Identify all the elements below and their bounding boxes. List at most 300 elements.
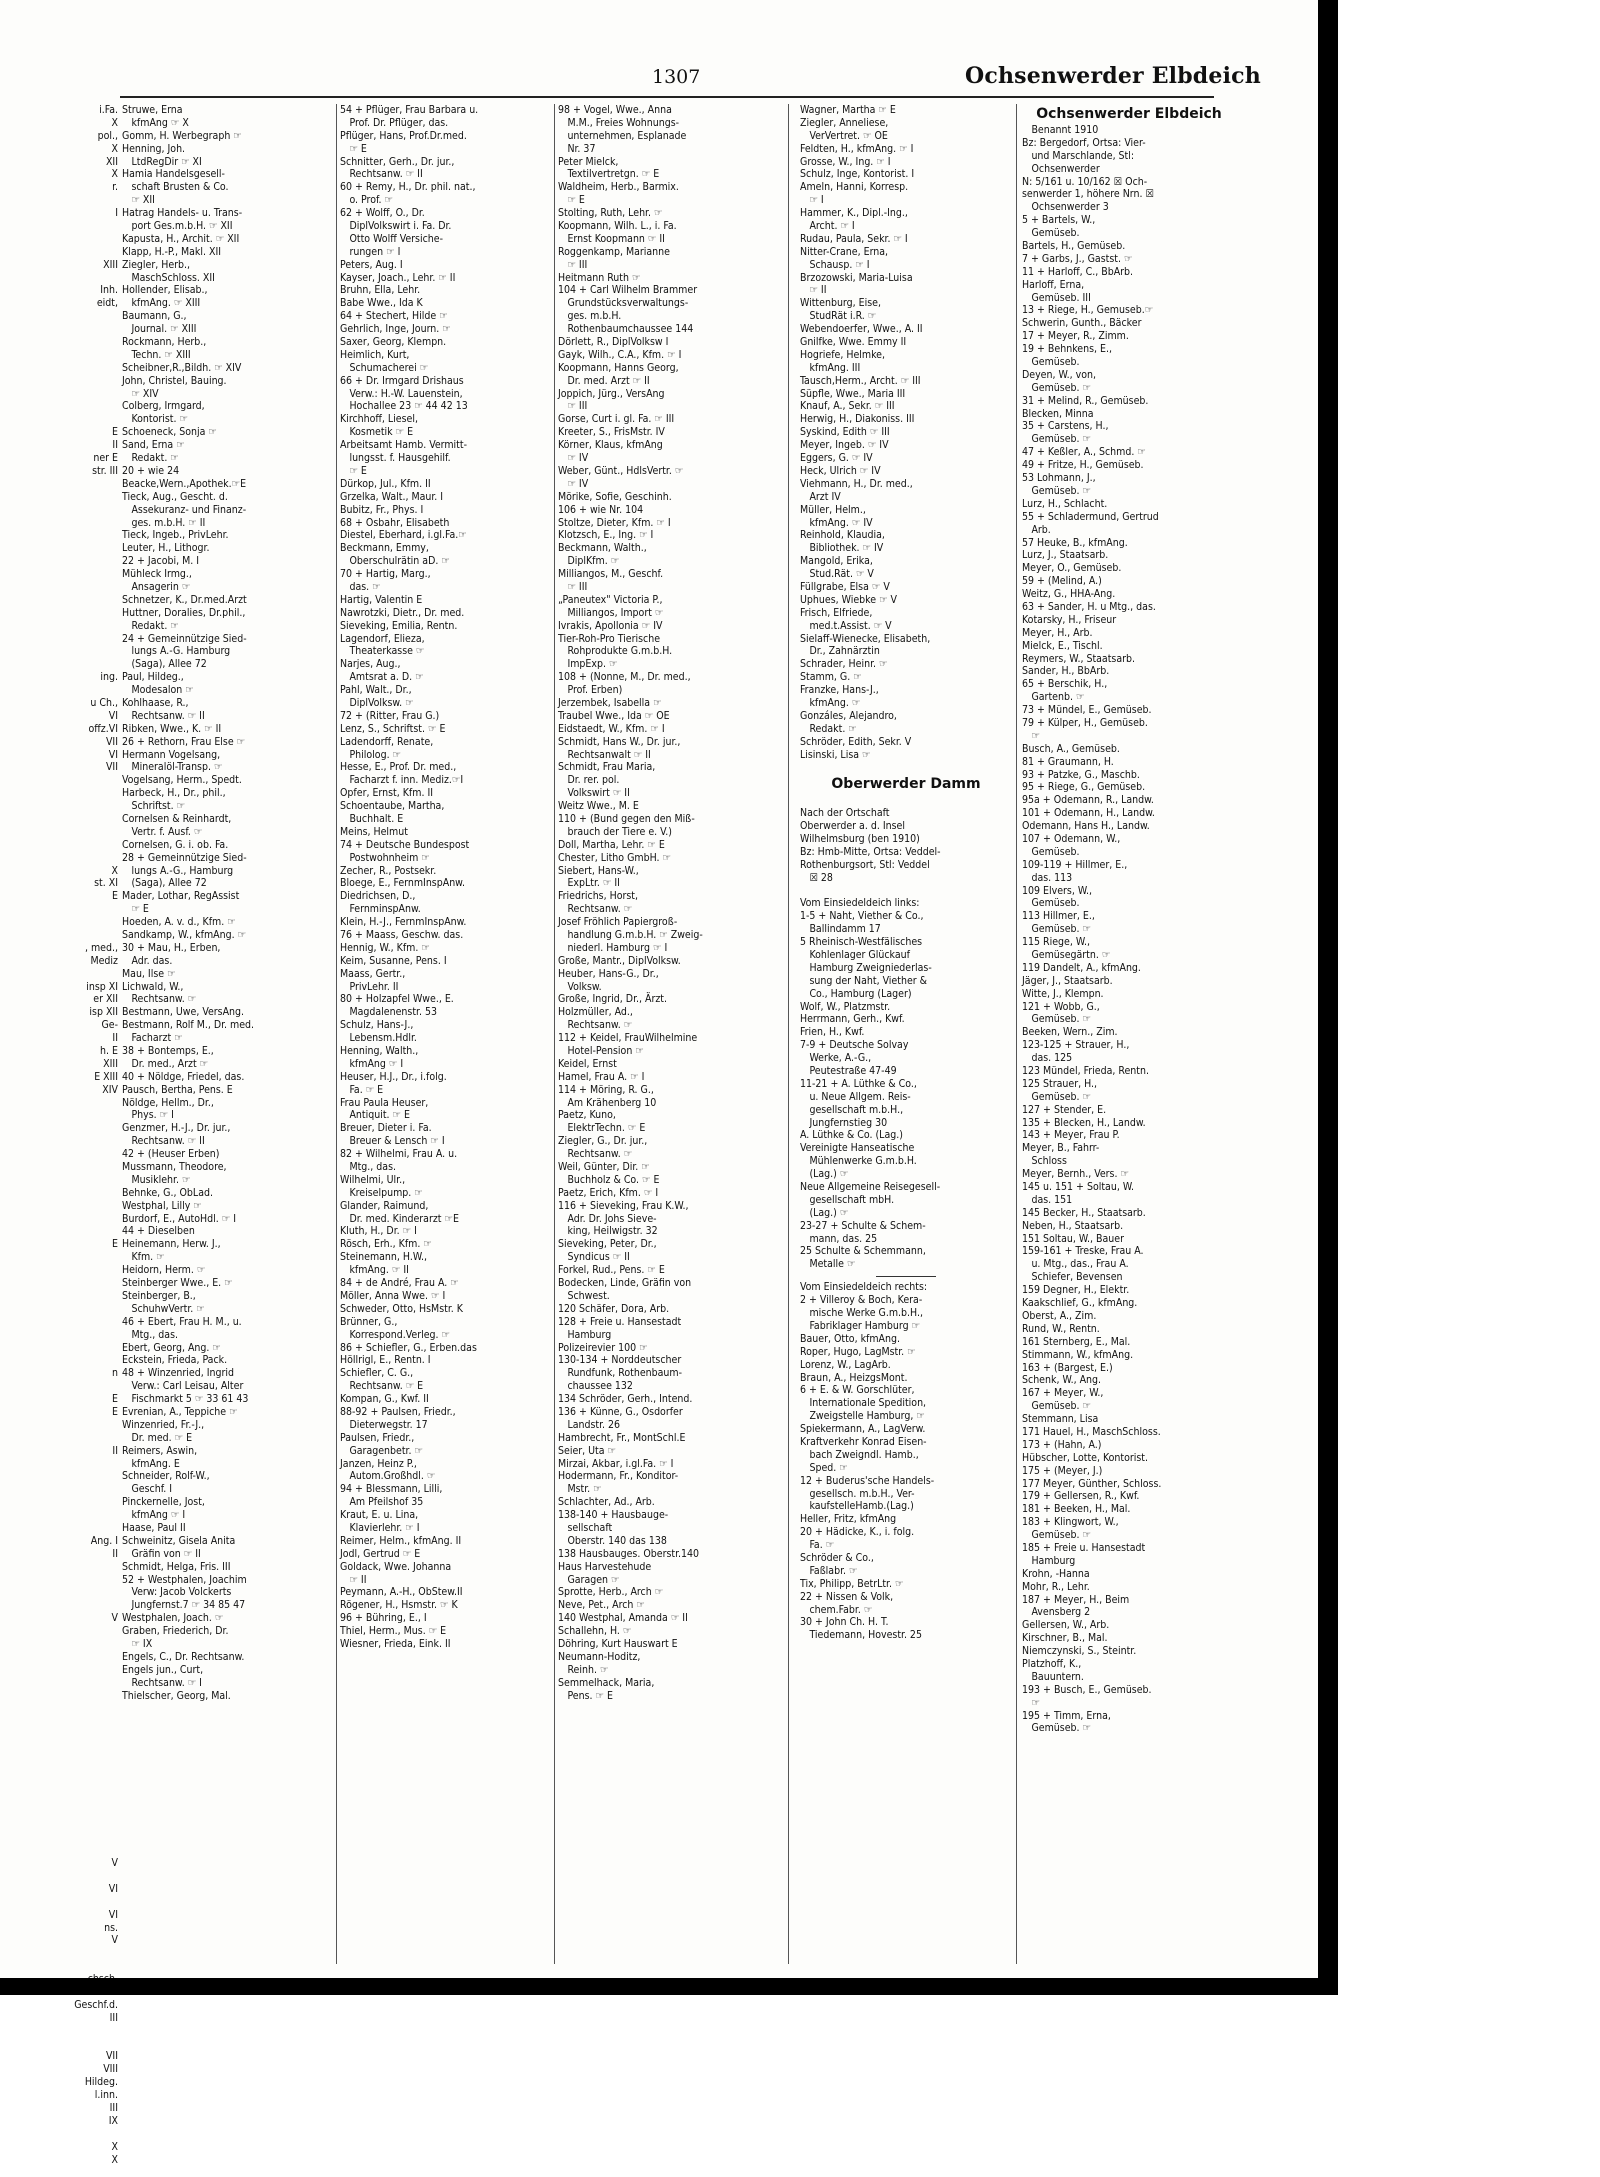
directory-entry-line: Heitmann Ruth ☞ <box>558 271 641 284</box>
directory-entry-line: Blecken, Minna <box>1022 407 1094 420</box>
directory-entry-line: Schiefler, C. G., <box>340 1367 414 1380</box>
directory-entry-line <box>0 1690 118 1703</box>
directory-entry-line: ☞ I <box>800 194 824 207</box>
directory-entry-line: Kayser, Joach., Lehr. ☞ II <box>340 271 456 284</box>
directory-entry-line: Stolting, Ruth, Lehr. ☞ <box>558 207 663 220</box>
directory-entry-line: Prof. Erben) <box>558 684 623 697</box>
directory-entry-line: Paulsen, Friedr., <box>340 1431 415 1444</box>
directory-entry-line: Schumacherei ☞ <box>340 361 429 374</box>
directory-entry-line: Koopmann, Hanns Georg, <box>558 361 679 374</box>
directory-entry-line: sung der Naht, Viether & <box>800 974 927 987</box>
directory-entry-line <box>0 568 118 581</box>
directory-entry-line: XIV <box>102 1083 118 1096</box>
directory-entry-line: er XII <box>93 993 118 1006</box>
directory-entry-line: Wilhelmi, Ulr., <box>340 1173 406 1186</box>
directory-entry-line: Rechtsanw. ☞ I <box>122 1676 202 1689</box>
directory-entry-line: 113 Hillmer, E., <box>1022 910 1095 923</box>
directory-entry-line: Stoltze, Dieter, Kfm. ☞ I <box>558 516 671 529</box>
directory-entry-line: 54 + Pflüger, Frau Barbara u. <box>340 104 479 116</box>
directory-entry-line: Schröder, Edith, Sekr. V <box>800 735 912 748</box>
directory-entry-line: Steinberger Wwe., E. ☞ <box>122 1277 233 1290</box>
directory-entry-line: Dürkop, Jul., Kfm. II <box>340 477 431 490</box>
directory-entry-line: Hildeg. <box>84 2076 118 2089</box>
directory-entry-line: Bz: Hmb-Mitte, Ortsa: Veddel- <box>800 845 941 858</box>
directory-entry-line: X <box>111 864 118 877</box>
directory-entry-line: Inh. <box>100 284 118 297</box>
directory-entry-line: 47 + Keßler, A., Schmd. ☞ <box>1022 446 1146 459</box>
directory-entry-line: Peters, Aug. I <box>340 258 403 271</box>
directory-entry-line <box>0 1677 118 1690</box>
directory-entry-line: Babe Wwe., Ida K <box>340 297 423 310</box>
directory-entry-line <box>0 1960 118 1973</box>
directory-entry-line <box>0 581 118 594</box>
directory-entry-line: Garagen ☞ <box>558 1573 620 1586</box>
directory-entry-line <box>0 362 118 375</box>
directory-entry-line: Jungfernst.7 ☞ 34 85 47 <box>122 1599 246 1612</box>
directory-entry-line <box>0 1354 118 1367</box>
directory-entry-line: Sieveking, Emilia, Rentn. <box>340 619 458 632</box>
directory-entry-line: Huttner, Doralies, Dr.phil., <box>122 606 246 619</box>
directory-entry-line: 13 + Riege, H., Gemuseb.☞ <box>1022 304 1154 317</box>
directory-entry-line <box>0 633 118 646</box>
directory-entry-line: Nitter-Crane, Erna, <box>800 245 889 258</box>
directory-entry-line: ☞ <box>1022 729 1040 742</box>
directory-entry-line: Gemüseb. <box>1022 227 1080 240</box>
directory-entry-line: John, Christel, Bauing. <box>122 374 227 387</box>
directory-entry-line <box>0 658 118 671</box>
directory-entry-line: ☞ E <box>122 903 149 916</box>
directory-entry-line: , med., <box>84 941 118 954</box>
directory-entry-line <box>0 323 118 336</box>
directory-entry-line: Stemmann, Lisa <box>1022 1413 1099 1426</box>
directory-entry-line <box>0 1225 118 1238</box>
directory-entry-line: Theaterkasse ☞ <box>340 645 425 658</box>
directory-entry-line: Volksw. <box>558 980 602 993</box>
directory-entry-line: Zecher, R., Postsekr. <box>340 864 437 877</box>
directory-entry-line: Hambrecht, Fr., MontSchl.E <box>558 1431 686 1444</box>
directory-entry-line: Hotel-Pension ☞ <box>558 1045 644 1058</box>
directory-entry-line: Rudau, Paula, Sekr. ☞ I <box>800 232 908 245</box>
directory-entry-line: Adr. Dr. Johs Sieve- <box>558 1212 657 1225</box>
directory-entry-line: und Marschlande, Stl: <box>1022 149 1135 162</box>
directory-entry-line: X <box>111 142 118 155</box>
directory-entry-line: Heinemann, Herw. J., <box>122 1238 221 1251</box>
directory-entry-line: Mohr, R., Lehr. <box>1022 1580 1090 1593</box>
directory-entry-line: Waldheim, Herb., Barmix. <box>558 181 679 194</box>
directory-entry-line: Schulz, Hans-J., <box>340 1019 414 1032</box>
directory-entry-line: Busch, A., Gemüseb. <box>1022 742 1120 755</box>
directory-entry-line: Geschf. I <box>122 1483 173 1496</box>
directory-entry-line: 11-21 + A. Lüthke & Co., <box>800 1077 917 1090</box>
directory-entry-line <box>0 388 118 401</box>
column-divider <box>1016 104 1017 1964</box>
directory-entry-line: Hamia Handelsgesell- <box>122 168 225 181</box>
directory-entry-line: chaussee 132 <box>558 1380 633 1393</box>
directory-entry-line: ☞ IX <box>122 1637 153 1650</box>
directory-entry-line: 123-125 + Strauer, H., <box>1022 1039 1130 1052</box>
directory-entry-line: Henning, Walth., <box>340 1045 419 1058</box>
directory-entry-line: Oberstr. 140 das 138 <box>558 1534 667 1547</box>
directory-entry-line: Schlachter, Ad., Arb. <box>558 1496 655 1509</box>
directory-entry-line: st. XI <box>94 877 118 890</box>
directory-entry-line: Hermann Vogelsang, <box>122 748 221 761</box>
directory-entry-line <box>0 1122 118 1135</box>
directory-entry-line: 134 Schröder, Gerh., Intend. <box>558 1393 693 1406</box>
directory-entry-line: Hamel, Frau A. ☞ I <box>558 1070 645 1083</box>
directory-entry-line: ☞ II <box>800 284 827 297</box>
directory-entry-line: Brünner, G., <box>340 1315 398 1328</box>
directory-entry-line: Nöldge, Hellm., Dr., <box>122 1096 214 1109</box>
directory-entry-line: Schweder, Otto, HsMstr. K <box>340 1302 463 1315</box>
directory-entry-line: Westphal, Lilly ☞ <box>122 1199 202 1212</box>
directory-entry-line: Peymann, A.-H., ObStew.II <box>340 1586 463 1599</box>
directory-entry-line: Bauer, Otto, kfmAng. <box>800 1332 901 1345</box>
directory-entry-line: 109 Elvers, W., <box>1022 884 1092 897</box>
directory-entry-line <box>0 916 118 929</box>
directory-entry-line: kfmAng. E <box>122 1457 180 1470</box>
directory-entry-line: 70 + Hartig, Marg., <box>340 568 431 581</box>
directory-entry-line: Syskind, Edith ☞ III <box>800 426 890 439</box>
directory-entry-line: Heuber, Hans-G., Dr., <box>558 967 659 980</box>
directory-entry-line: Roggenkamp, Marianne <box>558 245 670 258</box>
directory-entry-line: 107 + Odemann, W., <box>1022 832 1121 845</box>
directory-entry-line: Traubel Wwe., Ida ☞ OE <box>558 709 670 722</box>
directory-entry-line: Gemüseb. ☞ <box>1022 1090 1091 1103</box>
directory-entry-line: Polizeirevier 100 ☞ <box>558 1341 648 1354</box>
section-separator <box>876 1276 936 1277</box>
directory-entry-line: Schnitter, Gerh., Dr. jur., <box>340 155 455 168</box>
directory-entry-line: Mangold, Erika, <box>800 555 873 568</box>
directory-entry-line: gesellsch. m.b.H., Ver- <box>800 1487 915 1500</box>
directory-entry-line: Rechtsanw. ☞ E <box>340 1380 424 1393</box>
directory-entry-line: Bestmann, Rolf M., Dr. med. <box>122 1019 255 1032</box>
directory-entry-line: Schiefer, Bevensen <box>1022 1271 1123 1284</box>
directory-entry-line: Franzke, Hans-J., <box>800 684 879 697</box>
directory-entry-line <box>0 529 118 542</box>
directory-entry-line: Niemczynski, S., Steintr. <box>1022 1645 1137 1658</box>
directory-entry-line: Gartenb. ☞ <box>1022 691 1085 704</box>
directory-entry-line: Doll, Martha, Lehr. ☞ E <box>558 838 665 851</box>
directory-entry-line: Sand, Erna ☞ <box>122 439 185 452</box>
directory-entry-line: Saxer, Georg, Klempn. <box>340 336 447 349</box>
directory-entry-line <box>0 968 118 981</box>
directory-entry-line: Pflüger, Hans, Prof.Dr.med. <box>340 129 467 142</box>
directory-entry-line <box>0 478 118 491</box>
directory-entry-line: Kohlhaase, R., <box>122 696 189 709</box>
directory-entry-line: VerVertret. ☞ OE <box>800 129 888 142</box>
directory-entry-line: Bz: Bergedorf, Ortsa: Vier- <box>1022 136 1146 149</box>
directory-entry-line <box>0 349 118 362</box>
directory-entry-line: II <box>112 439 118 452</box>
directory-entry-line: Techn. ☞ XIII <box>122 348 191 361</box>
directory-entry-line: Dieterwegstr. 17 <box>340 1418 428 1431</box>
directory-entry-line: ges. m.b.H. ☞ II <box>122 516 206 529</box>
directory-entry-line: Schneider, Rolf-W., <box>122 1470 210 1483</box>
directory-entry-line: Klavierlehr. ☞ I <box>340 1521 420 1534</box>
directory-entry-line: 193 + Busch, E., Gemüseb. <box>1022 1683 1152 1696</box>
directory-entry-line: Meyer, Ingeb. ☞ IV <box>800 439 889 452</box>
directory-entry-line <box>0 1277 118 1290</box>
directory-entry-line: Ameln, Hanni, Korresp. <box>800 181 909 194</box>
directory-entry-line: Leuter, H., Lithogr. <box>122 542 210 555</box>
directory-entry-line: 20 + Hädicke, K., i. folg. <box>800 1526 915 1539</box>
directory-entry-line: Lurz, H., Schlacht. <box>1022 497 1108 510</box>
directory-entry-line: 57 Heuke, B., kfmAng. <box>1022 536 1128 549</box>
directory-entry-line: Oberst, A., Zim. <box>1022 1309 1097 1322</box>
directory-column-4 <box>800 104 1012 1984</box>
directory-entry-line: Brzozowski, Maria-Luisa <box>800 271 913 284</box>
directory-entry-line: Verw: Jacob Volckerts <box>122 1586 232 1599</box>
directory-entry-line: Gemüseb. ☞ <box>1022 1400 1091 1413</box>
directory-entry-line: Avensberg 2 <box>1022 1606 1091 1619</box>
directory-entry-line: bach Zweigndl. Hamb., <box>800 1448 919 1461</box>
directory-entry-line: u. Neue Allgem. Reis- <box>800 1090 911 1103</box>
directory-entry-line: Goldack, Wwe. Johanna <box>340 1560 452 1573</box>
directory-entry-line: Korrespond.Verleg. ☞ <box>340 1328 450 1341</box>
directory-entry-line: 28 + Gemeinnützige Sied- <box>122 851 247 864</box>
directory-entry-line: Colberg, Irmgard, <box>122 400 205 413</box>
directory-entry-line: Spiekermann, A., LagVerw. <box>800 1423 926 1436</box>
directory-entry-line: Lorenz, W., LagArb. <box>800 1358 891 1371</box>
directory-entry-line <box>0 1380 118 1393</box>
directory-entry-line: XII <box>105 155 118 168</box>
directory-entry-line: Paetz, Erich, Kfm. ☞ I <box>558 1186 659 1199</box>
directory-entry-line: 161 Sternberg, E., Mal. <box>1022 1335 1131 1348</box>
directory-entry-line: Weil, Günter, Dir. ☞ <box>558 1161 650 1174</box>
directory-entry-line: Nawrotzki, Dietr., Dr. med. <box>340 606 465 619</box>
directory-entry-line <box>0 1290 118 1303</box>
directory-entry-line: Metalle ☞ <box>800 1258 856 1271</box>
directory-entry-line: unternehmen, Esplanade <box>558 129 687 142</box>
directory-entry-line: 159 Degner, H., Elektr. <box>1022 1284 1130 1297</box>
directory-entry-line: 66 + Dr. Irmgard Drishaus <box>340 374 464 387</box>
directory-entry-line: 49 + Fritze, H., Gemüseb. <box>1022 459 1144 472</box>
directory-entry-line: Uphues, Wiebke ☞ V <box>800 593 898 606</box>
directory-entry-line: 76 + Maass, Geschw. das. <box>340 929 464 941</box>
directory-entry-line: Am Pfeilshof 35 <box>340 1496 424 1509</box>
directory-entry-line: ☞ III <box>558 580 588 593</box>
directory-entry-line: Kaakschlief, G., kfmAng. <box>1022 1297 1138 1310</box>
directory-entry-line: Witte, J., Klempn. <box>1022 987 1104 1000</box>
directory-entry-line: Dörlett, R., DiplVolksw I <box>558 336 669 349</box>
directory-entry-line: lungs A.-G., Hamburg <box>122 864 234 877</box>
directory-entry-line: 63 + Sander, H. u Mtg., das. <box>1022 600 1156 613</box>
directory-entry-line <box>0 1264 118 1277</box>
directory-entry-line: Lebensm.Hdlr. <box>340 1032 417 1045</box>
directory-entry-line: Burdorf, E., AutoHdl. ☞ I <box>122 1212 237 1225</box>
left-margin-fragment-column <box>0 104 118 2166</box>
directory-entry-line: Phys. ☞ I <box>122 1109 174 1122</box>
directory-entry-line: Maass, Gertr., <box>340 967 406 980</box>
directory-entry-line: Facharzt ☞ <box>122 1032 183 1045</box>
directory-entry-line: Ochsenwerder 3 <box>1022 201 1109 214</box>
directory-entry-line: Haase, Paul II <box>122 1521 186 1534</box>
directory-entry-line: Geschf.d. <box>74 1998 118 2011</box>
directory-entry-line: Peter Mielck, <box>558 155 619 168</box>
directory-entry-line: Thiel, Herm., Mus. ☞ E <box>340 1625 447 1638</box>
directory-entry-line: Mader, Lothar, RegAssist <box>122 890 240 903</box>
directory-entry-line: Grundstücksverwaltungs- <box>558 297 689 310</box>
directory-entry-line: Mineralöl-Transp. ☞ <box>122 761 223 774</box>
directory-entry-line: II <box>112 1444 118 1457</box>
directory-entry-line <box>0 1741 118 1754</box>
directory-entry-line: 130-134 + Norddeutscher <box>558 1354 682 1367</box>
directory-entry-line: StudRät i.R. ☞ <box>800 310 877 323</box>
column-divider <box>554 104 555 1964</box>
directory-entry-line: Redakt. ☞ <box>122 619 179 632</box>
directory-entry-line: Roper, Hugo, LagMstr. ☞ <box>800 1345 916 1358</box>
directory-entry-line: Otto Wolff Versiche- <box>340 232 443 245</box>
directory-entry-line: u. Mtg., das., Frau A. <box>1022 1258 1129 1271</box>
directory-entry-line: Modesalon ☞ <box>122 684 194 697</box>
directory-entry-line: ☞ E <box>340 464 367 477</box>
directory-entry-line: Lichwald, W., <box>122 980 184 993</box>
directory-entry-line: 40 + Nöldge, Friedel, das. <box>122 1070 245 1083</box>
directory-entry-line: das. 151 <box>1022 1193 1073 1206</box>
directory-entry-line: Schmidt, Hans W., Dr. jur., <box>558 735 681 748</box>
directory-entry-line: Schausp. ☞ I <box>800 258 870 271</box>
directory-entry-line: Opfer, Ernst, Kfm. II <box>340 787 434 800</box>
directory-entry-line: Buchhalt. E <box>340 812 404 825</box>
column-divider <box>788 104 789 1964</box>
directory-entry-line <box>0 1754 118 1767</box>
directory-entry-line: king, Heilwigstr. 32 <box>558 1225 658 1238</box>
directory-entry-line: Kraut, E. u. Lina, <box>340 1509 419 1522</box>
directory-entry-line <box>0 194 118 207</box>
directory-entry-line: kfmAng ☞ I <box>122 1509 186 1522</box>
directory-entry-line: Eggers, G. ☞ IV <box>800 452 873 465</box>
directory-entry-line <box>0 1316 118 1329</box>
directory-entry-line: Landstr. 26 <box>558 1418 621 1431</box>
directory-entry-line: Grzelka, Walt., Maur. I <box>340 490 444 503</box>
directory-entry-line: ☞ III <box>558 400 588 413</box>
directory-entry-line: Volkswirt ☞ II <box>558 787 630 800</box>
directory-entry-line <box>0 1148 118 1161</box>
directory-entry-line: 95a + Odemann, R., Landw. <box>1022 794 1154 807</box>
directory-entry-line: Rechtsanwalt ☞ II <box>558 748 651 761</box>
directory-entry-line: II <box>112 1032 118 1045</box>
directory-entry-line: Tieck, Ingeb., PrivLehr. <box>122 529 229 542</box>
directory-entry-line: Fabriklager Hamburg ☞ <box>800 1319 921 1332</box>
directory-entry-line: Neue Allgemeine Reisegesell- <box>800 1181 941 1194</box>
directory-entry-line <box>0 787 118 800</box>
directory-entry-line: 120 Schäfer, Dora, Arb. <box>558 1302 670 1315</box>
directory-entry-line: 55 + Schladermund, Gertrud <box>1022 510 1159 523</box>
directory-entry-line: 22 + Nissen & Volk, <box>800 1590 894 1603</box>
directory-entry-line <box>0 852 118 865</box>
directory-entry-line: VI <box>108 709 118 722</box>
directory-entry-line: 23-27 + Schulte & Schem- <box>800 1219 926 1232</box>
directory-entry-line: Steinemann, H.W., <box>340 1251 427 1264</box>
directory-entry-line <box>0 684 118 697</box>
directory-entry-line: Gomm, H. Werbegraph ☞ <box>122 129 242 142</box>
directory-entry-line: Vereinigte Hanseatische <box>800 1142 915 1155</box>
directory-entry-line: Chester, Litho GmbH. ☞ <box>558 851 671 864</box>
directory-entry-line: ing. <box>100 671 118 684</box>
directory-entry-line: Gemüseb. ☞ <box>1022 484 1091 497</box>
directory-entry-line: Wittenburg, Eise, <box>800 297 881 310</box>
directory-entry-line: Schrader, Heinr. ☞ <box>800 658 888 671</box>
directory-entry-line: 22 + Jacobi, M. I <box>122 555 200 568</box>
directory-entry-line: Gemüseb. ☞ <box>1022 1529 1091 1542</box>
directory-entry-line: Neumann-Hoditz, <box>558 1650 641 1663</box>
directory-entry-line: 136 + Künne, G., Osdorfer <box>558 1405 683 1418</box>
directory-entry-line: 5 + Bartels, W., <box>1022 214 1096 227</box>
directory-entry-line: insp XI <box>86 980 118 993</box>
directory-entry-line: Hogriefe, Helmke, <box>800 348 885 361</box>
directory-entry-line: Vogelsang, Herm., Spedt. <box>122 774 242 787</box>
directory-entry-line <box>0 1638 118 1651</box>
directory-entry-line: Ballindamm 17 <box>800 923 881 936</box>
directory-entry-line: 44 + Dieselben <box>122 1225 195 1238</box>
directory-entry-line: Ansagerin ☞ <box>122 580 191 593</box>
directory-entry-line: 20 + wie 24 <box>122 464 180 477</box>
directory-entry-line: Vom Einsiedeldeich rechts: <box>800 1281 928 1294</box>
directory-entry-line: Kapusta, H., Archit. ☞ XII <box>122 232 240 245</box>
directory-entry-line: Rechtsanw. ☞ <box>558 903 633 916</box>
directory-entry-line: Mirzai, Akbar, i.gl.Fa. ☞ I <box>558 1457 674 1470</box>
directory-entry-line: Gräfin von ☞ II <box>122 1547 201 1560</box>
directory-entry-line: Engels, C., Dr. Rechtsanw. <box>122 1650 245 1663</box>
directory-entry-line <box>0 1458 118 1471</box>
directory-entry-line <box>0 1574 118 1587</box>
directory-entry-line <box>0 1831 118 1844</box>
directory-entry-line: 116 + Sieveking, Frau K.W., <box>558 1199 689 1212</box>
directory-entry-line: Antiquit. ☞ E <box>340 1109 410 1122</box>
directory-entry-line: Garagenbetr. ☞ <box>340 1444 423 1457</box>
directory-entry-line: XIII <box>103 258 118 271</box>
directory-entry-line: Jungfernstieg 30 <box>800 1116 888 1129</box>
directory-entry-line: Janzen, Heinz P., <box>340 1457 417 1470</box>
directory-entry-line: Koopmann, Wilh. L., i. Fa. <box>558 220 677 233</box>
directory-entry-line: Paul, Hildeg., <box>122 671 184 684</box>
directory-entry-line: E <box>112 426 118 439</box>
directory-entry-line: 127 + Stender, E. <box>1022 1103 1107 1116</box>
directory-entry-line: Postwohnheim ☞ <box>340 851 430 864</box>
directory-column-3 <box>558 104 780 1984</box>
directory-entry-line: (Lag.) ☞ <box>800 1206 849 1219</box>
directory-entry-line <box>0 1161 118 1174</box>
directory-entry-line: 79 + Külper, H., Gemüseb. <box>1022 716 1148 729</box>
directory-entry-line: Rothenburgsort, Stl: Veddel <box>800 858 930 871</box>
directory-entry-line: Verw.: H.-W. Lauenstein, <box>340 387 463 400</box>
directory-entry-line: Große, Mantr., DiplVolksw. <box>558 954 681 967</box>
directory-entry-line: ☞ E <box>558 194 585 207</box>
directory-entry-line: h. E <box>100 1045 118 1058</box>
directory-entry-line: Milliangos, M., Geschf. <box>558 568 664 581</box>
directory-entry-line <box>0 826 118 839</box>
directory-entry-line: 17 + Meyer, R., Zimm. <box>1022 330 1129 343</box>
directory-entry-line: Weber, Günt., HdlsVertr. ☞ <box>558 464 684 477</box>
directory-entry-line: kfmAng. III <box>800 361 861 374</box>
directory-entry-line: Rechtsanw. ☞ II <box>122 1135 205 1148</box>
directory-entry-line: 60 + Remy, H., Dr. phil. nat., <box>340 181 476 194</box>
directory-entry-line <box>0 903 118 916</box>
directory-entry-line: 98 + Vogel, Wwe., Anna <box>558 104 672 116</box>
directory-entry-line: 94 + Blessmann, Lilli, <box>340 1483 443 1496</box>
directory-entry-line: Heimlich, Kurt, <box>340 348 410 361</box>
directory-entry-line: Westphalen, Joach. ☞ <box>122 1612 224 1625</box>
directory-entry-line: Diestel, Eberhard, i.gl.Fa.☞ <box>340 529 467 542</box>
directory-entry-line: schaft Brusten & Co. <box>122 181 229 194</box>
directory-entry-line: Eckstein, Frieda, Pack. <box>122 1354 228 1367</box>
directory-entry-line: Amtsrat a. D. ☞ <box>340 671 424 684</box>
directory-entry-line: Oberschulrätin aD. ☞ <box>340 555 450 568</box>
directory-entry-line <box>0 1251 118 1264</box>
directory-entry-line: Josef Fröhlich Papiergroß- <box>558 916 678 929</box>
directory-entry-line: VII <box>105 2050 118 2063</box>
directory-entry-line: Hamburg <box>1022 1554 1076 1567</box>
